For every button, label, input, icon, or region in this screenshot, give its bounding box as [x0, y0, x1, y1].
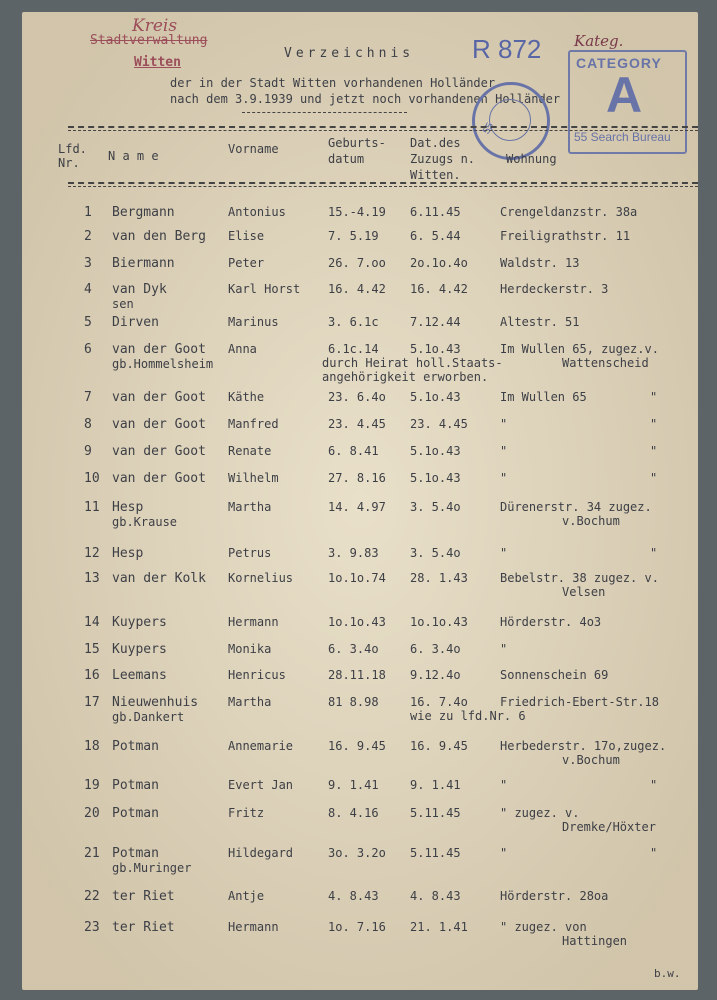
- row-birth-date: 3. 9.83: [328, 546, 379, 560]
- footer-initials: b.w.: [654, 967, 681, 980]
- row-address-secondary: ": [650, 390, 658, 404]
- row-number: 12: [84, 546, 100, 561]
- row-arrival-date: 5.1o.43: [410, 390, 461, 404]
- row-address-secondary: ": [650, 846, 658, 860]
- row-birth-date: 4. 8.43: [328, 889, 379, 903]
- row-birth-date: 26. 7.oo: [328, 256, 386, 270]
- row-address: " zugez. von: [500, 920, 587, 934]
- row-vorname: Peter: [228, 256, 265, 270]
- col-zuzugs: Zuzugs n.: [410, 152, 476, 166]
- category-value: A: [606, 67, 643, 123]
- row-address: Friedrich-Ebert-Str.18: [500, 695, 659, 709]
- row-birth-date: 6.1c.14: [328, 342, 379, 356]
- row-arrival-date: 7.12.44: [410, 315, 461, 329]
- row-vorname: Hildegard: [228, 846, 294, 860]
- row-name-secondary: sen: [112, 297, 134, 311]
- row-vorname: Kornelius: [228, 571, 294, 585]
- row-number: 6: [84, 342, 92, 357]
- row-address: Freiligrathstr. 11: [500, 229, 631, 243]
- row-arrival-date: 21. 1.41: [410, 920, 468, 934]
- row-address: Altestr. 51: [500, 315, 580, 329]
- row-name: Kuypers: [112, 642, 167, 657]
- row-address: Dürenerstr. 34 zugez.: [500, 500, 652, 514]
- row-name: van den Berg: [112, 229, 206, 244]
- row-number: 9: [84, 444, 92, 459]
- row-birth-date: 28.11.18: [328, 668, 386, 682]
- row-number: 17: [84, 695, 100, 710]
- row-vorname: Manfred: [228, 417, 279, 431]
- row-number: 3: [84, 256, 92, 271]
- row-number: 22: [84, 889, 100, 904]
- row-arrival-date: 9.12.4o: [410, 668, 461, 682]
- row-address: Herbederstr. 17o,zugez.: [500, 739, 667, 753]
- col-datum: datum: [328, 152, 365, 166]
- row-number: 18: [84, 739, 100, 754]
- office-line1-typed: Stadtverwaltung: [90, 33, 208, 48]
- row-note-secondary: angehörigkeit erworben.: [322, 370, 489, 384]
- row-name: Biermann: [112, 256, 175, 271]
- row-address-secondary: ": [650, 444, 658, 458]
- row-number: 10: [84, 471, 100, 486]
- row-number: 14: [84, 615, 100, 630]
- col-vorname: Vorname: [228, 142, 279, 156]
- row-vorname: Wilhelm: [228, 471, 279, 485]
- row-arrival-date: 16. 9.45: [410, 739, 468, 753]
- row-arrival-date: 1o.1o.43: [410, 615, 468, 629]
- row-name: Potman: [112, 739, 159, 754]
- row-birth-date: 1o.1o.43: [328, 615, 386, 629]
- row-number: 16: [84, 668, 100, 683]
- row-arrival-date: 2o.1o.4o: [410, 256, 468, 270]
- row-number: 15: [84, 642, 100, 657]
- row-name: Dirven: [112, 315, 159, 330]
- row-address-secondary: Dremke/Höxter: [562, 820, 656, 834]
- row-vorname: Marinus: [228, 315, 279, 329]
- category-label: CATEGORY: [576, 55, 662, 71]
- row-birth-date: 14. 4.97: [328, 500, 386, 514]
- document-page: [22, 12, 698, 990]
- col-geburts: Geburts-: [328, 136, 386, 150]
- row-vorname: Hermann: [228, 615, 279, 629]
- row-address-secondary: Wattenscheid: [562, 356, 649, 370]
- row-arrival-date: 6. 3.4o: [410, 642, 461, 656]
- row-address: ": [500, 642, 508, 656]
- row-name: Hesp: [112, 546, 144, 561]
- row-address: Waldstr. 13: [500, 256, 580, 270]
- row-vorname: Fritz: [228, 806, 265, 820]
- row-address-secondary: ": [650, 417, 658, 431]
- row-vorname: Käthe: [228, 390, 265, 404]
- row-address-secondary: ": [650, 471, 658, 485]
- row-address: ": [500, 546, 508, 560]
- title-underline: [242, 112, 407, 113]
- round-stamp-text: 55: [481, 120, 497, 137]
- bureau-label: 55 Search Bureau: [574, 130, 671, 144]
- row-birth-date: 1o.1o.74: [328, 571, 386, 585]
- header-rule-top: [68, 126, 698, 128]
- row-name: Potman: [112, 846, 159, 861]
- row-address: ": [500, 778, 508, 792]
- row-birth-date: 15.-4.19: [328, 205, 386, 219]
- col-nr: Nr.: [58, 156, 80, 170]
- row-arrival-date: 5.11.45: [410, 846, 461, 860]
- row-arrival-date: 6.11.45: [410, 205, 461, 219]
- row-name: van der Goot: [112, 342, 206, 357]
- row-vorname: Petrus: [228, 546, 272, 560]
- row-number: 11: [84, 500, 100, 515]
- row-arrival-date: 23. 4.45: [410, 417, 468, 431]
- row-number: 20: [84, 806, 100, 821]
- row-arrival-date: 4. 8.43: [410, 889, 461, 903]
- row-number: 5: [84, 315, 92, 330]
- row-note: durch Heirat holl.Staats-: [322, 356, 503, 370]
- subtitle-line2: nach dem 3.9.1939 und jetzt noch vorhandenen Holländer: [170, 92, 561, 106]
- row-birth-date: 23. 4.45: [328, 417, 386, 431]
- row-address: ": [500, 417, 508, 431]
- row-name: ter Riet: [112, 889, 175, 904]
- row-name: Hesp: [112, 500, 144, 515]
- row-birth-date: 16. 4.42: [328, 282, 386, 296]
- row-vorname: Evert Jan: [228, 778, 294, 792]
- row-address: ": [500, 846, 508, 860]
- row-vorname: Anna: [228, 342, 257, 356]
- row-vorname: Henricus: [228, 668, 286, 682]
- round-stamp: [472, 82, 550, 160]
- row-number: 21: [84, 846, 100, 861]
- row-name-secondary: gb.Hommelsheim: [112, 357, 214, 371]
- reference-number: R 872: [472, 34, 542, 64]
- row-address: " zugez. v.: [500, 806, 580, 820]
- row-number: 13: [84, 571, 100, 586]
- row-name: Kuypers: [112, 615, 167, 630]
- row-address: ": [500, 471, 508, 485]
- col-name: N a m e: [108, 149, 159, 163]
- row-address: Hörderstr. 4o3: [500, 615, 602, 629]
- row-arrival-date: 28. 1.43: [410, 571, 468, 585]
- row-address: Im Wullen 65, zugez.v.: [500, 342, 659, 356]
- row-birth-date: 9. 1.41: [328, 778, 379, 792]
- row-address: Sonnenschein 69: [500, 668, 609, 682]
- row-arrival-date: 5.1o.43: [410, 471, 461, 485]
- row-birth-date: 6. 3.4o: [328, 642, 379, 656]
- row-birth-date: 3. 6.1c: [328, 315, 379, 329]
- round-stamp-inner: [489, 99, 531, 141]
- row-address-secondary: v.Bochum: [562, 753, 620, 767]
- col-wohnung: Wohnung: [506, 152, 557, 166]
- row-number: 7: [84, 390, 92, 405]
- row-birth-date: 3o. 3.2o: [328, 846, 386, 860]
- row-vorname: Karl Horst: [228, 282, 301, 296]
- row-birth-date: 16. 9.45: [328, 739, 386, 753]
- col-dat-des: Dat.des: [410, 136, 461, 150]
- header-rule-bottom: [68, 182, 698, 184]
- row-number: 2: [84, 229, 92, 244]
- row-arrival-date: 5.11.45: [410, 806, 461, 820]
- row-vorname: Antje: [228, 889, 265, 903]
- row-arrival-date: 3. 5.4o: [410, 546, 461, 560]
- row-address: Hörderstr. 28oa: [500, 889, 609, 903]
- row-birth-date: 81 8.98: [328, 695, 379, 709]
- col-witten: Witten.: [410, 168, 461, 182]
- row-name-secondary: gb.Muringer: [112, 861, 192, 875]
- row-address-secondary: ": [650, 546, 658, 560]
- row-birth-date: 7. 5.19: [328, 229, 379, 243]
- row-name: Bergmann: [112, 205, 175, 220]
- row-name: Leemans: [112, 668, 167, 683]
- row-name: van der Goot: [112, 390, 206, 405]
- row-birth-date: 1o. 7.16: [328, 920, 386, 934]
- row-name: ter Riet: [112, 920, 175, 935]
- row-number: 4: [84, 282, 92, 297]
- row-vorname: Elise: [228, 229, 265, 243]
- row-address: ": [500, 444, 508, 458]
- col-lfd: Lfd.: [58, 142, 87, 156]
- row-address: Im Wullen 65: [500, 390, 587, 404]
- row-arrival-date: 5.1o.43: [410, 342, 461, 356]
- row-arrival-date: 16. 7.4o: [410, 695, 468, 709]
- row-arrival-date: 16. 4.42: [410, 282, 468, 296]
- category-stamp: [568, 50, 687, 154]
- header-rule-bottom2: [68, 186, 698, 187]
- category-handwritten: Kateg.: [574, 32, 624, 50]
- subtitle-line1: der in der Stadt Witten vorhandenen Holländer.: [170, 76, 503, 90]
- row-vorname: Renate: [228, 444, 272, 458]
- row-address: Crengeldanzstr. 38a: [500, 205, 638, 219]
- row-name: van Dyk: [112, 282, 167, 297]
- row-vorname: Martha: [228, 695, 272, 709]
- row-birth-date: 27. 8.16: [328, 471, 386, 485]
- row-name: van der Kolk: [112, 571, 206, 586]
- row-vorname: Martha: [228, 500, 272, 514]
- row-address-secondary: ": [650, 778, 658, 792]
- row-name: Potman: [112, 778, 159, 793]
- row-arrival-date: 6. 5.44: [410, 229, 461, 243]
- office-line2: Witten: [134, 55, 181, 70]
- row-birth-date: 6. 8.41: [328, 444, 379, 458]
- header-rule-top2: [68, 130, 698, 131]
- document-title: Verzeichnis: [284, 46, 415, 61]
- row-name: van der Goot: [112, 417, 206, 432]
- row-vorname: Monika: [228, 642, 272, 656]
- row-arrival-date: 9. 1.41: [410, 778, 461, 792]
- row-number: 19: [84, 778, 100, 793]
- row-note: wie zu lfd.Nr. 6: [410, 709, 526, 723]
- row-name: Potman: [112, 806, 159, 821]
- row-number: 8: [84, 417, 92, 432]
- row-vorname: Antonius: [228, 205, 286, 219]
- row-number: 23: [84, 920, 100, 935]
- row-address-secondary: Hattingen: [562, 934, 628, 948]
- row-name-secondary: gb.Krause: [112, 515, 178, 529]
- row-address: Herdeckerstr. 3: [500, 282, 609, 296]
- row-birth-date: 8. 4.16: [328, 806, 379, 820]
- row-address: Bebelstr. 38 zugez. v.: [500, 571, 659, 585]
- row-birth-date: 23. 6.4o: [328, 390, 386, 404]
- row-name: van der Goot: [112, 471, 206, 486]
- row-address-secondary: Velsen: [562, 585, 606, 599]
- row-arrival-date: 3. 5.4o: [410, 500, 461, 514]
- office-line1-hand: Kreis: [132, 16, 178, 36]
- row-vorname: Hermann: [228, 920, 279, 934]
- row-address-secondary: v.Bochum: [562, 514, 620, 528]
- row-name: van der Goot: [112, 444, 206, 459]
- row-arrival-date: 5.1o.43: [410, 444, 461, 458]
- row-vorname: Annemarie: [228, 739, 294, 753]
- row-name-secondary: gb.Dankert: [112, 710, 185, 724]
- row-name: Nieuwenhuis: [112, 695, 199, 710]
- row-number: 1: [84, 205, 92, 220]
